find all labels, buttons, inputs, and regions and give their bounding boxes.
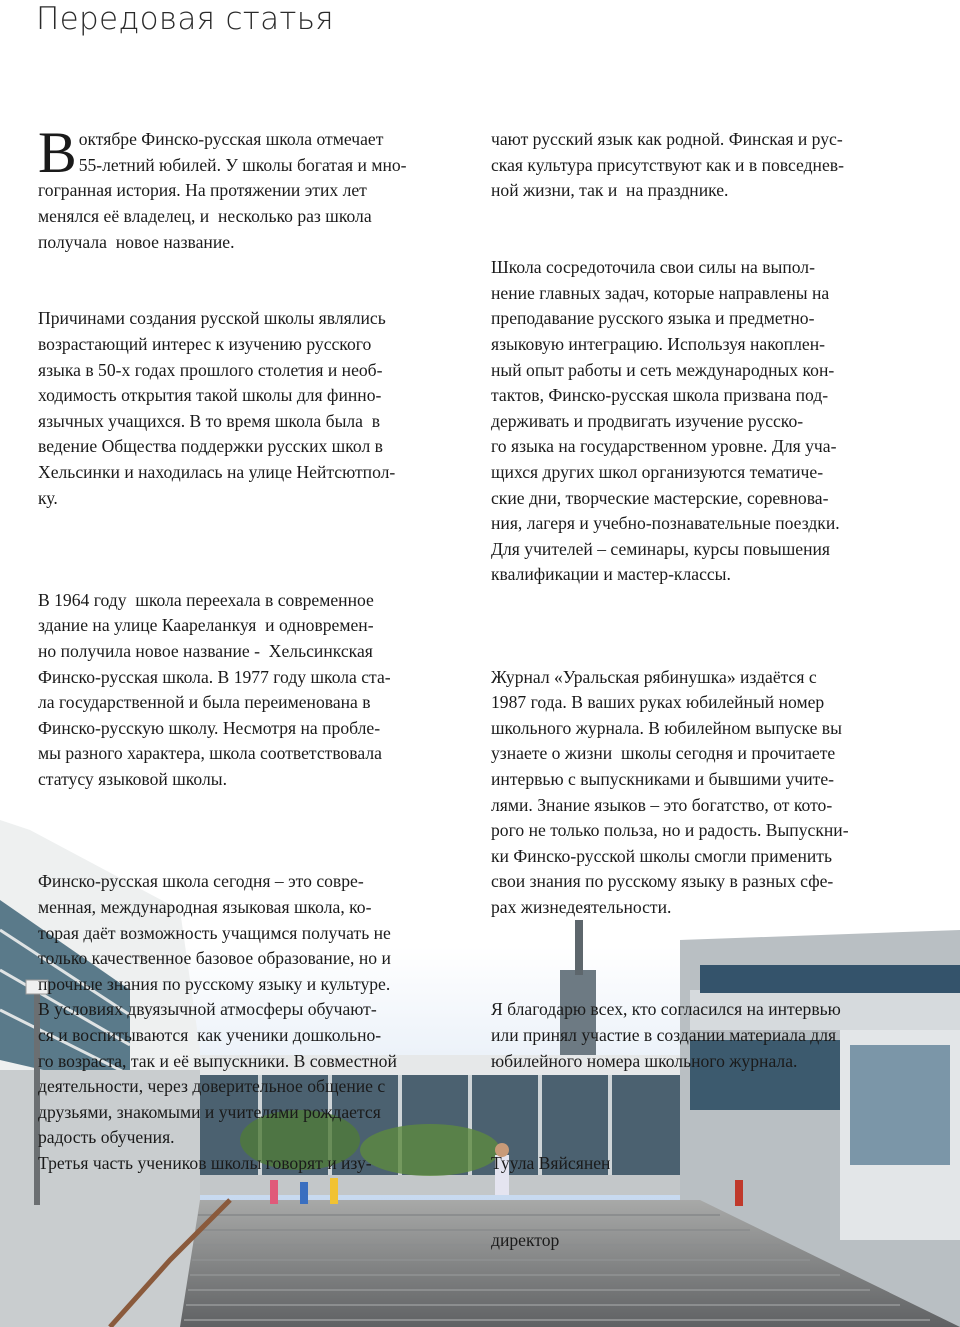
- paragraph-reasons: Причинами создания русской школы являлись возрастающий интерес к изучению русского языка в 50-х годах прошлого столетия и необ- ходимость открытия такой школы для финно- язычных учащихся. В то время школа была в ведение Общества поддержки русских школ в Хельсинки и находилась на улице Нейтсютпол- ку.: [38, 308, 396, 508]
- paragraph-history: В 1964 году школа переехала в современное здание на улице Каареланкуя и одновремен- но получила новое название - Хельсинкская Финско-русская школа. В 1977 году школа ста- ла государственной и была переименована в Финско-русскую школу. Несмотря на пробле- мы разного характера, школа соответствовала статусу языковой школы.: [38, 589, 391, 790]
- paragraph-journal: Журнал «Уральская рябинушка» издаётся с 1987 года. В ваших руках юбилейный номер школьного журнала. В юбилейном выпуске вы узнаете о жизни школы сегодня и прочитаете интервью с выпускниками и бывшими учите- лями. Знание языков – это богатство, от кото- рого не только польза, но и радость. Выпускни- ки Финско-русской школы смогли применить свои знания по русскому языку в разных сфе- рах жизнедеятельности.: [491, 666, 849, 917]
- paragraph-today: Финско-русская школа сегодня – это совре- менная, международная языковая школа, ко- торая даёт возможность учащимся получать не только качественное базовое образование, но и прочные знания по русскому языку и культуре. В условиях двуязычной атмосферы обучают- ся и воспитываются как ученики дошкольно- го возраста, так и её выпускники. В совместной деятельности, через доверительное общение с друзьями, знакомыми и учителями рождается радость обучения. Третья часть учеников школы говорят и изу-: [38, 871, 397, 1173]
- signature-role: директор: [491, 1229, 560, 1250]
- intro-rest: гогранная история. На протяжении этих лет менялся её владелец, и несколько раз школа получала новое название.: [38, 180, 372, 252]
- intro-first-lines: октябре Финско-русская школа отмечает 55-летний юбилей. У школы богатая и мно-: [78, 129, 407, 175]
- paragraph-tasks: Школа сосредоточила свои силы на выпол- нение главных задач, которые направлены на преподавание русского языка и предметно- языковую интеграцию. Используя накоплен- ный опыт работы и сеть международных кон- тактов, Финско-русская школа призвана под- держивать и продвигать изучение русско- го языка на государственном уровне. Для уча- щихся других школ организуются тематиче- ские дни, творческие мастерские, соревнова- ния, лагеря и учебно-познавательные поездки. Для учителей – семинары, курсы повышения квалификации и мастер-классы.: [491, 257, 840, 585]
- paragraph-thanks: Я благодарю всех, кто согласился на интервью или принял участие в создании материала для юбилейного номера школьного журнала.: [491, 999, 841, 1071]
- right-column: [491, 76, 931, 1279]
- page-title: Передовая статья: [36, 1, 334, 37]
- signature-name: Туула Вяйсянен: [491, 1152, 611, 1173]
- dropcap-letter: В: [38, 120, 77, 186]
- paragraph-intro: [38, 120, 478, 255]
- paragraph-culture: чают русский язык как родной. Финская и рус- ская культура присутствуют как и в повседнев- ной жизни, так и на празднике.: [491, 129, 844, 201]
- left-column: [38, 76, 478, 1202]
